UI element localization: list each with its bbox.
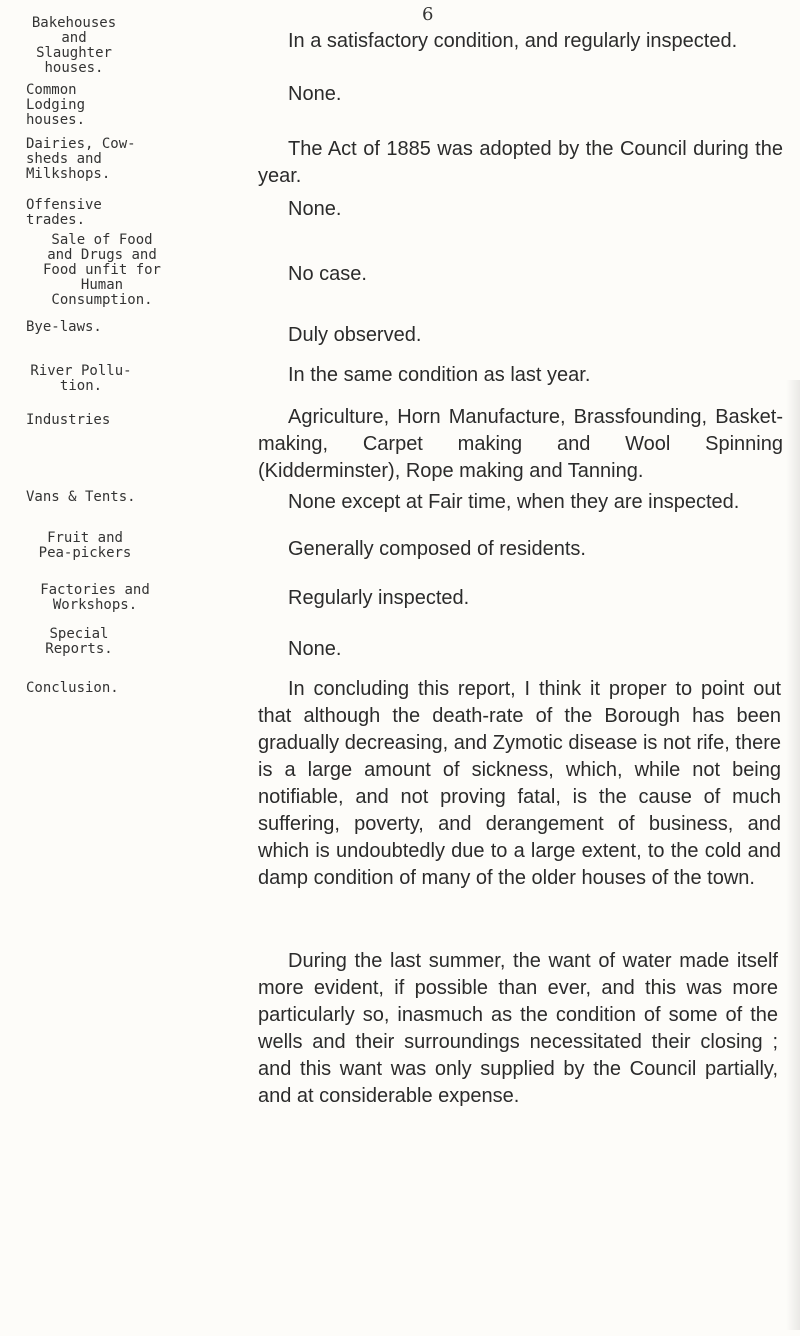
text-fruit: Generally composed of residents. (288, 538, 586, 560)
side-heading-conclusion (26, 681, 119, 696)
heading-line: Special (49, 626, 109, 642)
heading-line: and Drugs and (47, 247, 157, 263)
heading-line: River Pollu- (30, 363, 132, 379)
heading-line: Slaughter (36, 45, 112, 61)
text-offensive: None. (288, 198, 342, 220)
heading-line: Bye-laws. (26, 319, 102, 335)
page-edge-shadow (786, 380, 800, 1330)
heading-line: houses. (26, 112, 86, 128)
side-heading-vans (26, 490, 136, 505)
heading-line: Bakehouses (31, 15, 117, 31)
heading-line: Fruit and (47, 530, 123, 546)
heading-line: Vans & Tents. (26, 489, 136, 505)
text-byelaws: Duly observed. (288, 324, 422, 346)
text-dairies: The Act of 1885 was adopted by the Council during the year. (258, 138, 783, 187)
heading-line: Pea-pickers (38, 545, 132, 561)
heading-line: Common (26, 82, 77, 98)
side-heading-industries (26, 413, 110, 428)
heading-line: houses. (44, 60, 104, 76)
side-heading-byelaws (26, 320, 102, 335)
heading-line: Offensive (26, 197, 102, 213)
heading-line: and (61, 30, 87, 46)
text-vans: None except at Fair time, when they are inspected. (288, 491, 740, 513)
text-factories: Regularly inspected. (288, 587, 470, 609)
side-heading-dairies (26, 137, 136, 182)
heading-line: trades. (26, 212, 86, 228)
heading-line: Workshops. (52, 597, 138, 613)
side-heading-river (26, 364, 136, 394)
text-industries: Agriculture, Horn Manufacture, Brassfounding, Basket-making, Carpet making and Wool Spinning (Kidderminster), Rope making and Tanning. (258, 406, 783, 482)
side-heading-food (26, 233, 178, 308)
text-conclusion: In concluding this report, I think it proper to point out that although the death-rate of the Borough has been gradually decreasing, and Zymotic disease is not rife, there is a large amount of sickness, which, while not being notifiable, and not proving fatal, is the cause of much suffering, poverty, and derangement of business, and which is undoubtedly due to a large extent, to the cold and damp condition of many of the older houses of the town. (258, 678, 781, 889)
heading-line: Industries (26, 412, 111, 428)
heading-line: Dairies, Cow- (26, 136, 136, 152)
text-special: None. (288, 638, 342, 660)
text-bakehouses: In a satisfactory condition, and regularly inspected. (288, 30, 738, 52)
final-paragraph: During the last summer, the want of water made itself more evident, if possible than ever, and this was more particularly so, inasmuch as the condition of some of the wells and their surroundings necessitated their closing ; and this want was only supplied by the Council partially, and at considerable expense. (258, 950, 778, 1107)
side-heading-bakehouses (26, 16, 122, 76)
heading-line: Factories and (40, 582, 150, 598)
heading-line: Lodging (26, 97, 86, 113)
text-river: In the same condition as last year. (288, 364, 591, 386)
heading-line: Human (80, 277, 124, 293)
side-heading-special (26, 627, 132, 657)
side-heading-lodging (26, 83, 85, 128)
heading-line: Milkshops. (26, 166, 111, 182)
page-number: 6 (422, 4, 434, 25)
heading-line: sheds and (26, 151, 102, 167)
heading-line: Consumption. (51, 292, 153, 308)
text-food: No case. (288, 263, 367, 285)
heading-line: Sale of Food (51, 232, 153, 248)
side-heading-offensive (26, 198, 102, 228)
heading-line: Conclusion. (26, 680, 119, 696)
side-heading-fruit (26, 531, 144, 561)
heading-line: Reports. (45, 641, 113, 657)
text-lodging: None. (288, 83, 342, 105)
side-heading-factories (26, 583, 164, 613)
heading-line: tion. (59, 378, 103, 394)
heading-line: Food unfit for (42, 262, 161, 278)
